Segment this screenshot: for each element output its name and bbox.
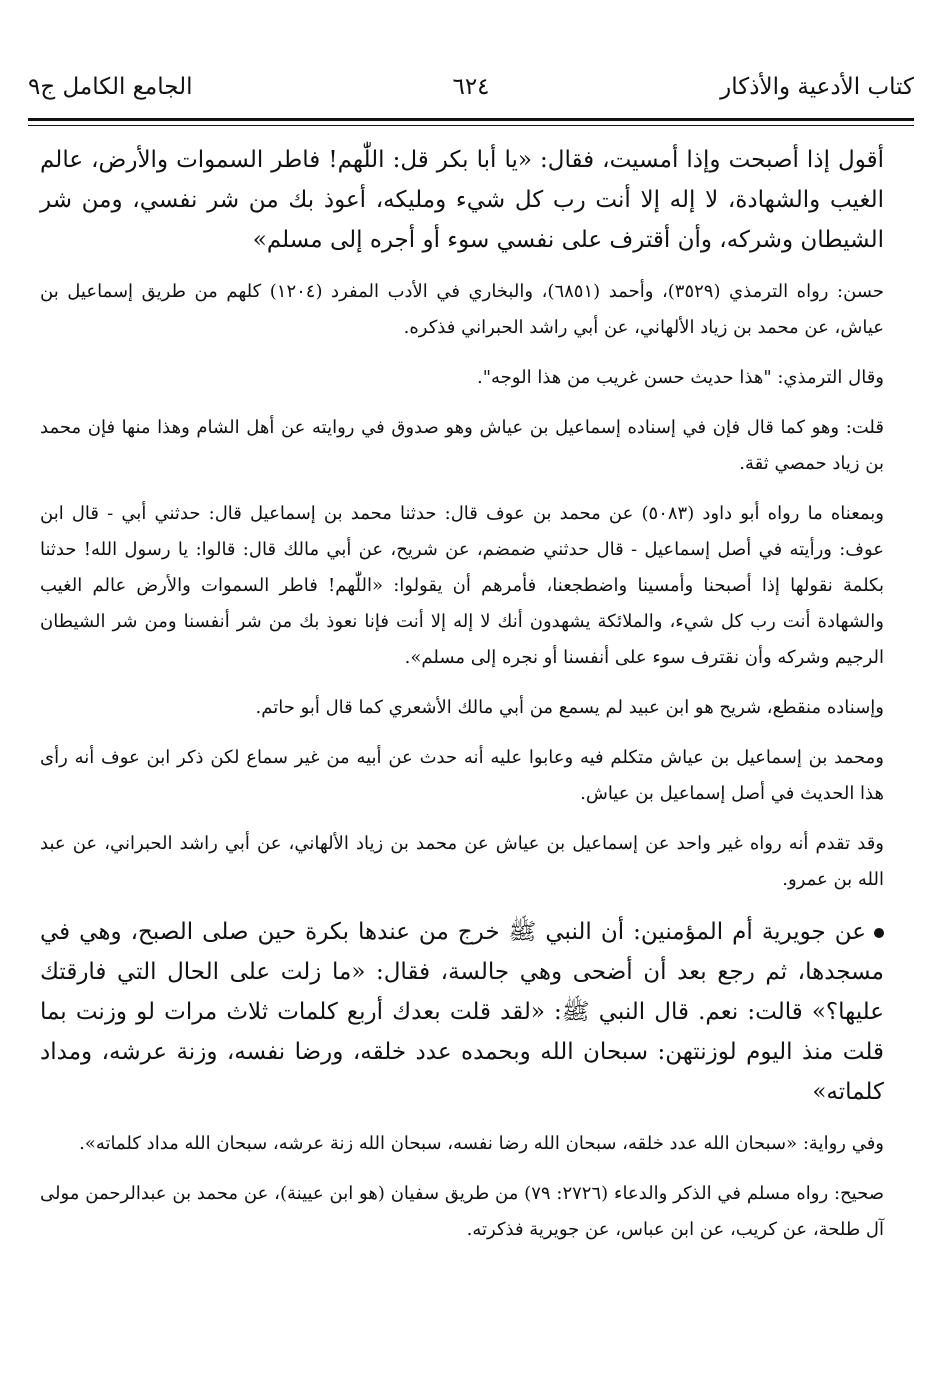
paragraph-comment: قلت: وهو كما قال فإن في إسناده إسماعيل بن عياش وهو صدوق في روايته عن أهل الشام وهذا منها فإن محمد بن زياد حمصي ثقة. [40,417,884,474]
page-number: ٦٢٤ [452,74,490,100]
bullet-icon [874,928,884,938]
book-title: كتاب الأدعية والأذكار [720,74,914,100]
paragraph-variant: وفي رواية: «سبحان الله عدد خلقه، سبحان الله رضا نفسه، سبحان الله زنة عرشه، سبحان الله مداد كلماته». [79,1133,884,1154]
header-rule-thin [28,125,914,126]
header-rule-thick [28,118,914,121]
paragraph-muslim-takhrij: صحيح: رواه مسلم في الذكر والدعاء (٢٧٢٦: ٧٩) من طريق سفيان (هو ابن عيينة)، عن محمد بن عبدالرحمن مولى آل طلحة، عن كريب، عن ابن عباس، عن جويرية فذكرته. [40,1183,884,1240]
page-body [40,140,884,1262]
paragraph-prayer: أقول إذا أصبحت وإذا أمسيت، فقال: «يا أبا بكر قل: اللّٰهم! فاطر السموات والأرض، عالم الغيب والشهادة، لا إله إلا أنت رب كل شيء ومليكه، أعوذ بك من شر نفسي، ومن شر الشيطان وشركه، وأن أقترف على نفسي سوء أو أجره إلى مسلم» [40,147,884,253]
paragraph-takhrij: حسن: رواه الترمذي (٣٥٢٩)، وأحمد (٦٨٥١)، والبخاري في الأدب المفرد (١٢٠٤) كلهم من طريق إسماعيل بن عياش، عن محمد بن زياد الألهاني، عن أبي راشد الحبراني فذكره. [40,281,884,338]
page-header [28,74,914,116]
paragraph-narrator-note: ومحمد بن إسماعيل بن عياش متكلم فيه وعابوا عليه أنه حدث عن أبيه من غير سماع لكن ذكر ابن عوف أنه رأى هذا الحديث في أصل إسماعيل بن عياش. [40,747,884,804]
paragraph-previous-note: وقد تقدم أنه رواه غير واحد عن إسماعيل بن عياش عن محمد بن زياد الألهاني، عن أبي راشد الحبراني، عن عبد الله بن عمرو. [40,833,884,890]
paragraph-tirmidhi-grade: وقال الترمذي: "هذا حديث حسن غريب من هذا الوجه". [477,367,884,388]
paragraph-juwayriya-hadith [40,912,884,1112]
paragraph-abu-dawud: وبمعناه ما رواه أبو داود (٥٠٨٣) عن محمد بن عوف قال: حدثنا محمد بن إسماعيل قال: حدثني أبي - قال ابن عوف: ورأيته في أصل إسماعيل - قال حدثني ضمضم، عن شريح، عن أبي مالك قال: قالوا: يا رسول الله! حدثنا بكلمة نقولها إذا أصبحنا وأمسينا واضطجعنا، فأمرهم أن يقولوا: «اللّٰهم! فاطر السموات والأرض عالم الغيب والشهادة أنت رب كل شيء، والملائكة يشهدون أنك لا إله إلا أنت فإنا نعوذ بك من شر أنفسنا ومن شر الشيطان الرجيم وشركه وأن نقترف سوء على أنفسنا أو نجره إلى مسلم». [40,503,884,668]
paragraph-isnad: وإسناده منقطع، شريح هو ابن عبيد لم يسمع من أبي مالك الأشعري كما قال أبو حاتم. [255,697,884,718]
paragraph-juwayriya-text: عن جويرية أم المؤمنين: أن النبي ﷺ خرج من عندها بكرة حين صلى الصبح، وهي في مسجدها، ثم رجع بعد أن أضحى وهي جالسة، فقال: «ما زلت على الحال التي فارقتك عليها؟» قالت: نعم. قال النبي ﷺ: «لقد قلت بعدك أربع كلمات ثلاث مرات لو وزنت بما قلت منذ اليوم لوزنتهن: سبحان الله وبحمده عدد خلقه، ورضا نفسه، وزنة عرشه، ومداد كلماته» [40,919,884,1105]
volume-label: الجامع الكامل ج٩ [28,74,193,100]
